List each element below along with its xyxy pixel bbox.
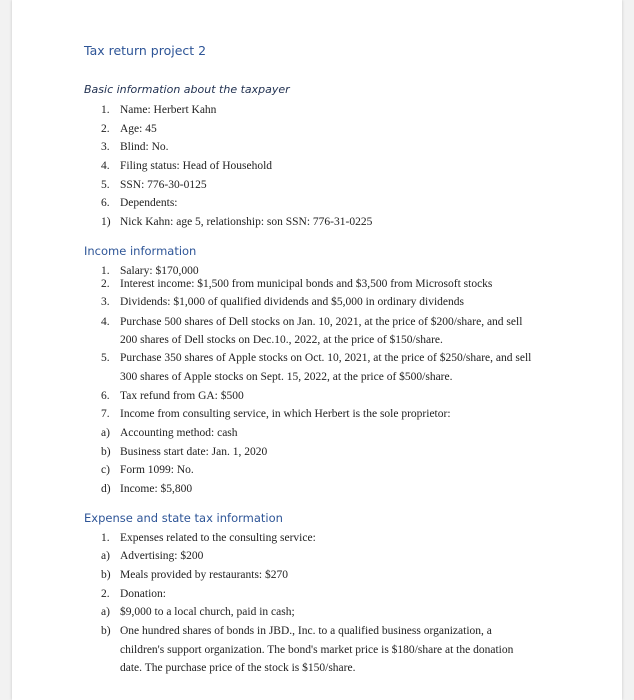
list-item: Dividends: $1,000 of qualified dividends and $5,000 in ordinary dividends [120, 296, 464, 308]
list-item-continued: children's support organization. The bond's market price is $180/share at the donation [120, 644, 514, 656]
list-item: Nick Kahn: age 5, relationship: son SSN: 776-31-0225 [120, 216, 373, 228]
list-number: b) [101, 625, 111, 637]
list-item: Business start date: Jan. 1, 2020 [120, 446, 268, 458]
list-item: Donation: [120, 588, 166, 600]
list-number: 3. [101, 141, 110, 153]
list-number: 1) [101, 216, 111, 228]
section-heading-expense: Expense and state tax information [84, 511, 283, 525]
list-item: Meals provided by restaurants: $270 [120, 569, 288, 581]
list-item-continued: 300 shares of Apple stocks on Sept. 15, 2022, at the price of $500/share. [120, 371, 453, 383]
list-number: 5. [101, 179, 110, 191]
list-number: 2. [101, 278, 110, 290]
list-number: 1. [101, 532, 110, 544]
list-item: Accounting method: cash [120, 427, 238, 439]
list-item: Dependents: [120, 197, 178, 209]
list-number: 4. [101, 316, 110, 328]
list-item: One hundred shares of bonds in JBD., Inc. to a qualified business organization, a [120, 625, 492, 637]
list-number: 7. [101, 408, 110, 420]
list-item: Tax refund from GA: $500 [120, 390, 244, 402]
list-number: a) [101, 550, 110, 562]
list-number: 1. [101, 265, 110, 277]
list-item: Purchase 500 shares of Dell stocks on Jan. 10, 2021, at the price of $200/share, and sell [120, 316, 523, 328]
list-number: b) [101, 446, 111, 458]
list-number: b) [101, 569, 111, 581]
list-item: Age: 45 [120, 123, 157, 135]
list-item: Salary: $170,000 [120, 265, 199, 277]
list-item: Advertising: $200 [120, 550, 204, 562]
list-item: Purchase 350 shares of Apple stocks on Oct. 10, 2021, at the price of $250/share, and sell [120, 352, 532, 364]
document-title: Tax return project 2 [84, 43, 207, 58]
list-number: 2. [101, 123, 110, 135]
list-number: a) [101, 427, 110, 439]
section-heading-income: Income information [84, 244, 197, 258]
section-heading-basic: Basic information about the taxpayer [84, 83, 290, 96]
list-item: Income: $5,800 [120, 483, 193, 495]
list-item: Expenses related to the consulting service: [120, 532, 316, 544]
list-number: 3. [101, 296, 110, 308]
list-number: 6. [101, 197, 110, 209]
list-item: $9,000 to a local church, paid in cash; [120, 606, 295, 618]
list-number: 1. [101, 104, 110, 116]
list-number: c) [101, 464, 110, 476]
list-number: d) [101, 483, 111, 495]
list-item: Interest income: $1,500 from municipal bonds and $3,500 from Microsoft stocks [120, 278, 493, 290]
list-number: 5. [101, 352, 110, 364]
list-item: Name: Herbert Kahn [120, 104, 217, 116]
list-item: Form 1099: No. [120, 464, 194, 476]
list-number: 6. [101, 390, 110, 402]
list-number: 4. [101, 160, 110, 172]
list-item-continued: date. The purchase price of the stock is $150/share. [120, 662, 356, 674]
list-item: Blind: No. [120, 141, 169, 153]
list-item-continued: 200 shares of Dell stocks on Dec.10., 2022, at the price of $150/share. [120, 334, 443, 346]
list-item: Filing status: Head of Household [120, 160, 273, 172]
list-number: a) [101, 606, 110, 618]
list-item: SSN: 776-30-0125 [120, 179, 207, 191]
list-item: Income from consulting service, in which Herbert is the sole proprietor: [120, 408, 451, 420]
document-page [12, 0, 622, 700]
list-number: 2. [101, 588, 110, 600]
